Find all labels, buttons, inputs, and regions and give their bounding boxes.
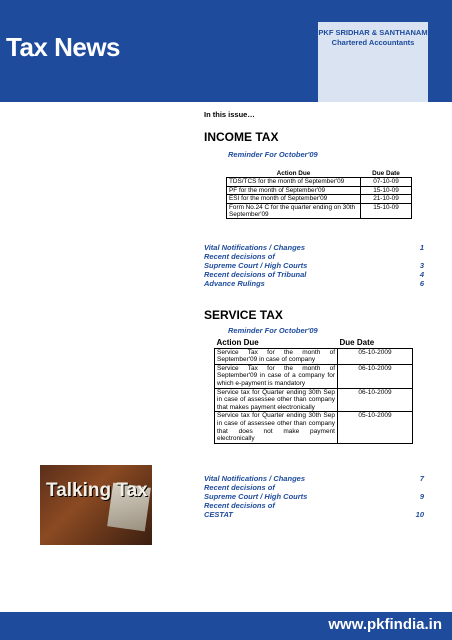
toc-page: 4 [419,270,424,279]
due-date-cell: 15-10-09 [361,186,412,194]
toc-item[interactable] [204,243,424,252]
action-cell: Service Tax for the month of September'09 in case of a company for which e-payment is mandatory [215,364,338,388]
toc-page: 9 [419,492,424,501]
toc-label: Vital Notifications / Changes [204,243,305,252]
toc-label: Recent decisions of [204,483,275,492]
firm-box [318,22,428,102]
toc-label: Recent decisions of [204,501,275,510]
table-row [215,364,413,388]
action-cell: Service tax for Quarter ending 30th Sep in case of assessee other than company that does not make payment electronically [215,412,338,443]
table-row [215,388,413,412]
toc-item[interactable] [204,279,424,288]
toc-item[interactable] [204,261,424,270]
toc-label: Vital Notifications / Changes [204,474,305,483]
toc-item[interactable] [204,492,424,501]
service-tax-due-table [214,338,413,444]
toc-page: 1 [419,243,424,252]
footer-bar [0,612,452,640]
table-row [227,186,412,194]
column-header-due-date: Due Date [372,170,400,177]
due-date-cell: 05-10-2009 [338,348,413,364]
table-row [227,203,412,219]
due-date-cell: 21-10-09 [361,195,412,203]
service-tax-reminder: Reminder For October'09 [228,326,318,335]
column-header-action: Action Due [215,338,338,348]
website-link[interactable]: www.pkfindia.in [328,616,442,633]
due-date-cell: 06-10-2009 [338,364,413,388]
toc-label: Recent decisions of Tribunal [204,270,307,279]
toc-label: Advance Rulings [204,279,265,288]
in-this-issue-label: In this issue… [204,110,255,119]
talking-tax-photo [40,465,152,545]
table-header-row [215,338,413,348]
firm-name: PKF SRIDHAR & SANTHANAM [318,28,428,37]
due-date-cell: 06-10-2009 [338,388,413,412]
due-date-cell: 07-10-09 [361,178,412,186]
toc-page: 3 [419,261,424,270]
toc-page: 10 [415,510,424,519]
action-cell: Service tax for Quarter ending 30th Sep in case of assessee other than company that makes payment electronically [215,388,338,412]
action-cell: Form No.24 C for the quarter ending on 30th September'09 [227,203,361,219]
toc-item[interactable] [204,270,424,279]
due-date-cell: 05-10-2009 [338,412,413,443]
action-cell: TDS/TCS for the month of September'09 [227,178,361,186]
toc-item[interactable] [204,483,424,492]
firm-subtitle: Chartered Accountants [331,38,415,47]
newsletter-title: Tax News [6,32,121,62]
toc-item[interactable] [204,252,424,261]
toc-label: Recent decisions of [204,252,275,261]
photo-caption: Talking Tax [46,480,148,501]
toc-page: 7 [419,474,424,483]
toc-item[interactable] [204,501,424,510]
column-header-action: Action Due [276,170,311,177]
toc-item[interactable] [204,510,424,519]
due-date-cell: 15-10-09 [361,203,412,219]
service-tax-contents [204,474,424,519]
table-row [227,195,412,203]
toc-page: 6 [419,279,424,288]
service-tax-heading: SERVICE TAX [204,308,283,322]
table-row [215,412,413,443]
table-header-row [227,170,412,178]
toc-label: Supreme Court / High Courts [204,261,308,270]
income-tax-contents [204,243,424,288]
toc-label: CESTAT [204,510,233,519]
income-tax-reminder: Reminder For October'09 [228,150,318,159]
action-cell: Service Tax for the month of September'09 in case of company [215,348,338,364]
toc-item[interactable] [204,474,424,483]
income-tax-heading: INCOME TAX [204,130,279,144]
column-header-due-date: Due Date [338,338,413,348]
toc-label: Supreme Court / High Courts [204,492,308,501]
action-cell: PF for the month of September'09 [227,186,361,194]
income-tax-due-table [226,170,412,219]
action-cell: ESI for the month of September'09 [227,195,361,203]
table-row [227,178,412,186]
table-row [215,348,413,364]
